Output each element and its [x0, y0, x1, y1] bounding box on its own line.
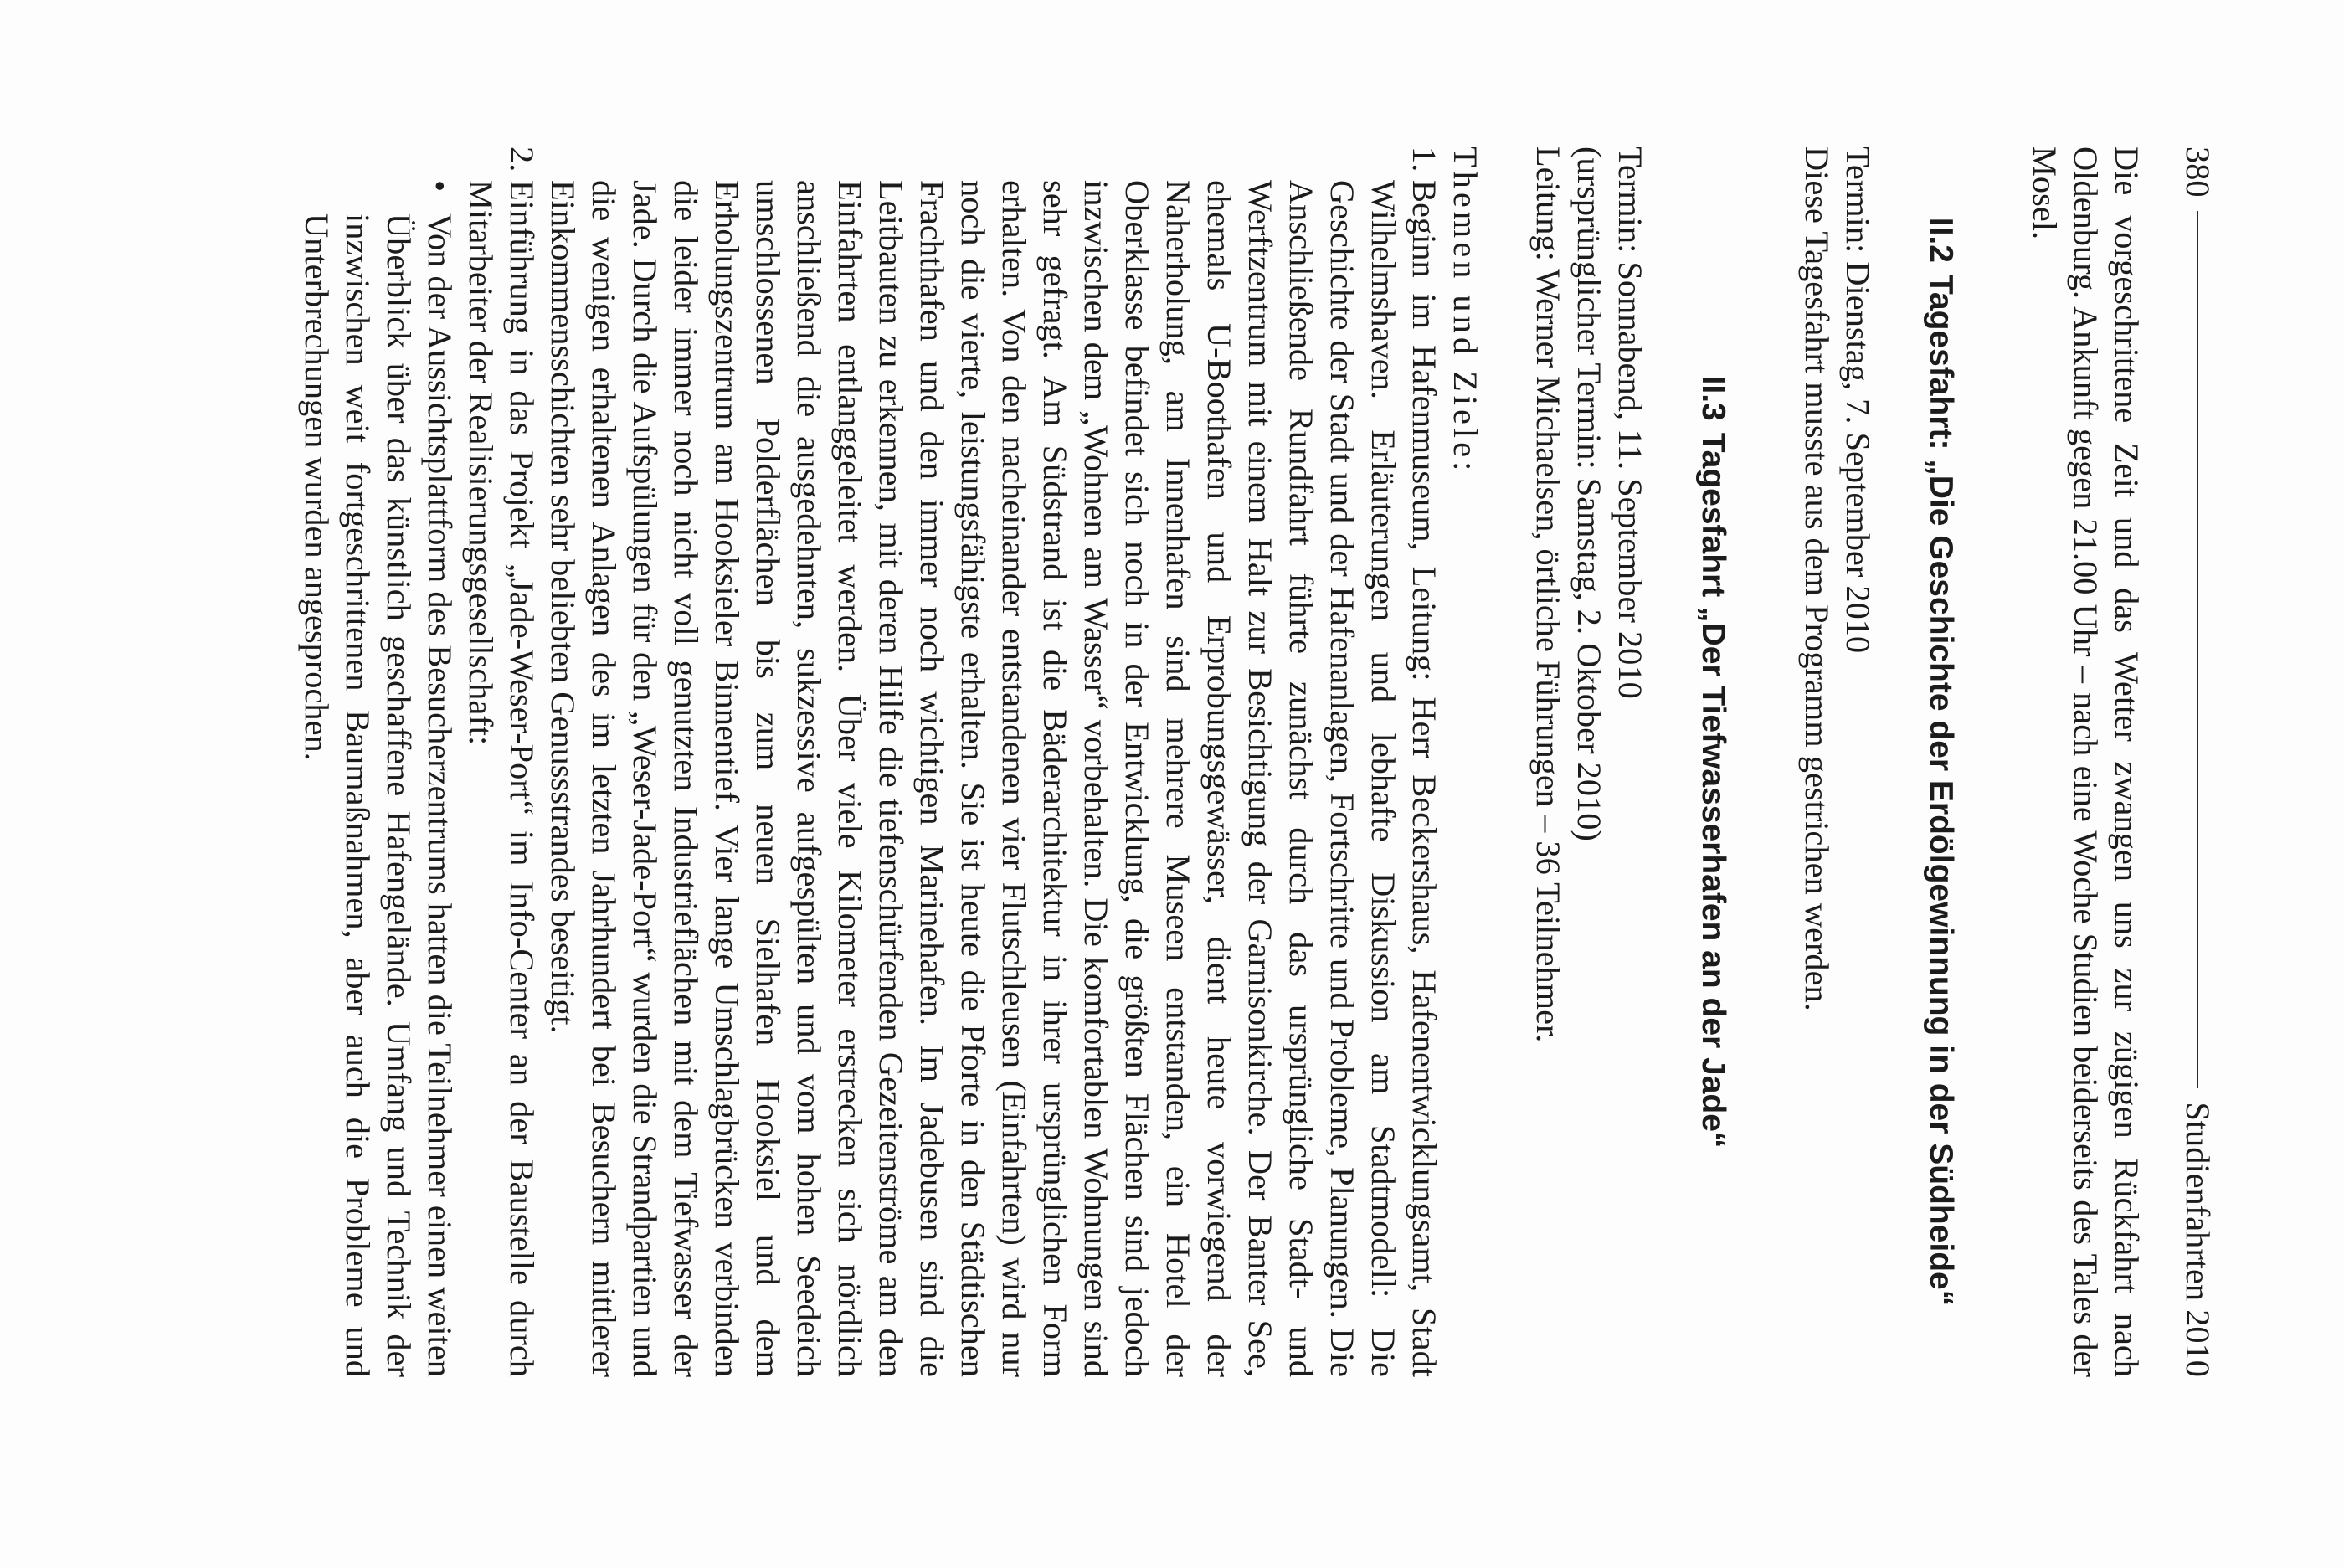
- bullet-list: [296, 180, 460, 1377]
- section-number: II.3: [1695, 375, 1731, 421]
- section-ii2-meta: [1797, 147, 1879, 1377]
- section-title: Tagesfahrt „Der Tiefwasserhafen an der Jade“: [1695, 432, 1731, 1149]
- bullet-item: [296, 180, 460, 1377]
- list-item-text: Beginn im Hafenmuseum, Leitung: Herr Beckershaus, Hafenentwicklungsamt, Stadt Wilhelmshaven. Erläuterungen und lebhafte Diskussion am Stadtmodell: Die Geschichte der Stadt und der Hafenanlagen, Fortschritte und Probleme, Planungen. Die Anschließende Rundfahrt führte zunächst durch das ursprüngliche Stadt- und Werftzentrum mit einem Halt zur Besichtigung der Garnisonkirche. Der Banter See, ehemals U-Boothafen und Erprobungsgewässer, dient heute vorwiegend der Naherholung, am Innenhafen sind mehrere Museen entstanden, ein Hotel der Oberklasse befindet sich noch in der Entwicklung, die größten Flächen sind jedoch inzwischen dem „Wohnen am Wasser“ vorbehalten. Die komfortablen Wohnungen sind sehr gefragt. Am Südstrand ist die Bäderarchitektur in ihrer ursprünglichen Form erhalten. Von den nacheinander entstandenen vier Flutschleusen (Einfahrten) wird nur noch die vierte, leistungsfähigste erhalten. Sie ist heute die Pforte in den Städtischen Frachthafen und den immer noch wichtigen Marinehafen. Im Jadebusen sind die Leitbauten zu erkennen, mit deren Hilfe die tiefenschürfenden Gezeitenströme am den Einfahrten entlanggeleitet werden. Über viele Kilometer erstrecken sich nördlich anschließend die ausgedehnten, sukzessive aufgespülten und vom hohen Seedeich umschlossenen Polderflächen bis zum neuen Sielhafen Hooksiel und dem Erholungszentrum am Hooksieler Binnentief. Vier lange Umschlagbrücken verbinden die leider immer noch nicht voll genutzten Industrieflächen mit dem Tiefwasser der Jade. Durch die Aufspülungen für den „Weser-Jade-Port“ wurden die Strandpartien und die wenigen erhaltenen Anlagen des im letzten Jahrhundert bei Besuchern mittlerer Einkommensschichten sehr beliebten Genussstrandes beseitigt.: [544, 180, 1443, 1377]
- section-title: Tagesfahrt: „Die Geschichte der Erdölgewinnung in der Südheide“: [1923, 274, 1959, 1307]
- goals-list: [296, 147, 1445, 1377]
- section-heading-ii3: [1693, 147, 1734, 1377]
- section-number: II.2: [1923, 217, 1959, 263]
- original-termin-line: (ursprünglicher Termin: Samstag, 2. Oktober 2010): [1570, 147, 1608, 841]
- list-item: [296, 147, 542, 1377]
- list-item: [542, 147, 1445, 1377]
- section-heading-ii2: [1920, 147, 1961, 1377]
- termin-line: Termin: Sonnabend, 11. September 2010: [1612, 147, 1649, 699]
- bullet-icon: •: [421, 180, 459, 193]
- list-item-text: Einführung in das Projekt „Jade-Weser-Port“ im Info-Center an der Baustelle durch Mitarbeiter der Realisierungsgesellschaft:: [462, 180, 541, 1377]
- cancellation-note: Diese Tagesfahrt musste aus dem Programm gestrichen werden.: [1798, 147, 1836, 1011]
- page-header: [2177, 147, 2218, 1377]
- header-rule: [2198, 211, 2199, 1089]
- section-ii3-meta: [1528, 147, 1651, 1377]
- intro-paragraph: Die vorgeschrittene Zeit und das Wetter zwangen uns zur zügigen Rückfahrt nach Oldenburg. Ankunft gegen 21.00 Uhr – nach eine Woche Studien beiderseits des Tales der Mosel.: [2026, 147, 2146, 1377]
- themes-heading: Themen und Ziele:: [1447, 147, 1484, 476]
- bullet-text: Von der Aussichtsplattform des Besucherzentrums hatten die Teilnehmer einen weiten Überblick über das künstlich geschaffene Hafengelände. Umfang und Technik der inzwischen weit fortgeschrittenen Baumaßnahmen, aber auch die Probleme und Unterbrechungen wurden angesprochen.: [298, 213, 459, 1377]
- running-title: Studienfahrten 2010: [2179, 1102, 2217, 1377]
- page-content: [296, 147, 2218, 1377]
- termin-line: Termin: Dienstag, 7. September 2010: [1839, 147, 1877, 654]
- page-number: 380: [2179, 147, 2217, 198]
- list-marker: 2.: [503, 147, 541, 172]
- list-marker: 1.: [1406, 147, 1443, 172]
- leitung-line: Leitung: Werner Michaelsen, örtliche Führungen – 36 Teilnehmer.: [1529, 147, 1567, 1043]
